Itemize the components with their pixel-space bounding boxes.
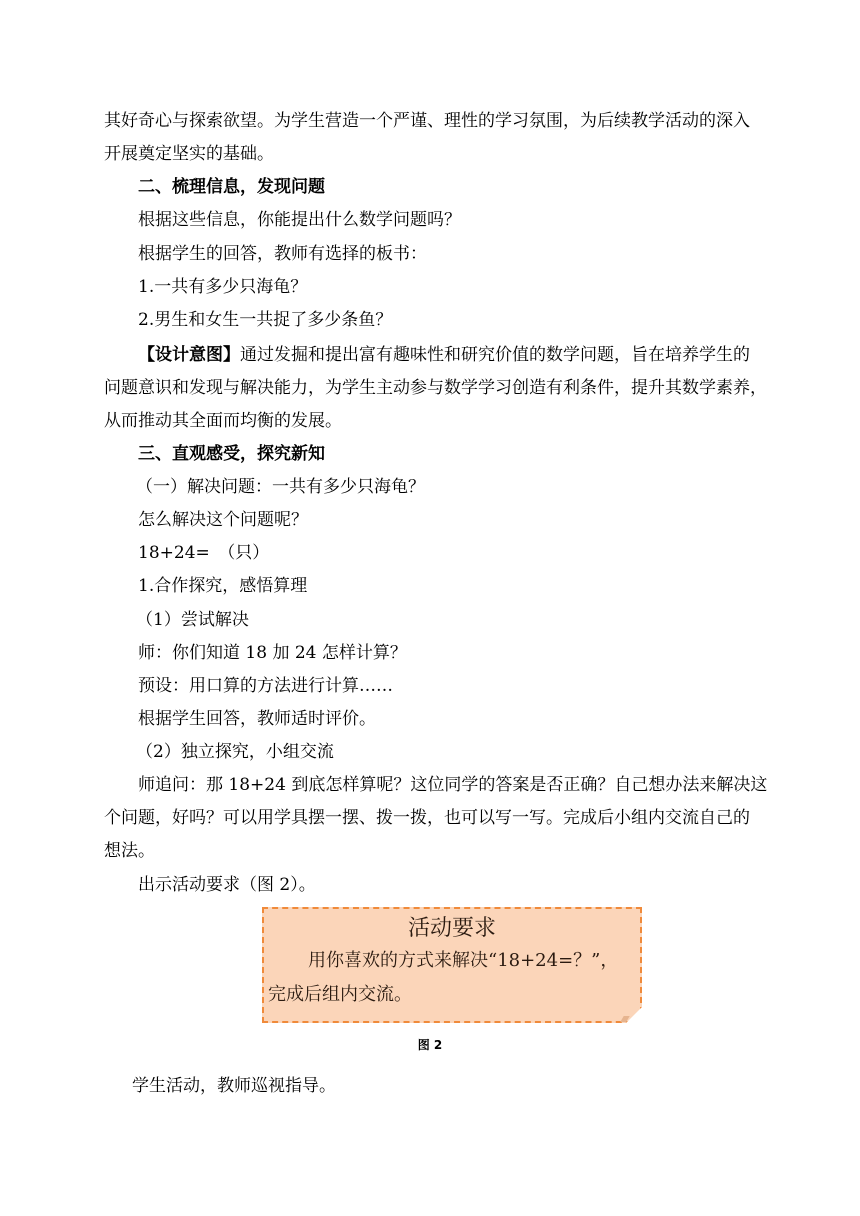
page-curl [626, 1007, 642, 1023]
paragraph-line: （1）尝试解决 [136, 610, 249, 630]
paragraph-line: 师追问：那 18+24 到底怎样算呢？这位同学的答案是否正确？自己想办法来解决这 [138, 775, 768, 795]
paragraph-line: 1.合作探究，感悟算理 [138, 576, 308, 596]
paragraph-line: 根据学生回答，教师适时评价。 [138, 709, 376, 729]
design-intent-text: 通过发掘和提出富有趣味性和研究价值的数学问题，旨在培养学生的 [240, 345, 750, 365]
section-heading: 三、直观感受，探究新知 [138, 444, 325, 464]
paragraph-line: 出示活动要求（图 2）。 [138, 875, 316, 895]
activity-requirement-figure [262, 907, 642, 1023]
paragraph-line: 个问题，好吗？可以用学具摆一摆、拨一拨，也可以写一写。完成后小组内交流自己的 [104, 808, 750, 828]
figure-text-line: 完成后组内交流。 [268, 984, 412, 1005]
paragraph-line: 根据学生的回答，教师有选择的板书： [138, 244, 427, 264]
paragraph-line: 怎么解决这个问题呢？ [138, 510, 308, 530]
list-item: 2.男生和女生一共捉了多少条鱼？ [138, 310, 393, 330]
paragraph-line: 根据这些信息，你能提出什么数学问题吗？ [138, 210, 461, 230]
paragraph-line: 开展奠定坚实的基础。 [104, 144, 274, 164]
list-item: 1.一共有多少只海龟？ [138, 277, 308, 297]
paragraph-line: 学生活动，教师巡视指导。 [132, 1076, 336, 1096]
figure-text-line: 用你喜欢的方式来解决“18+24=？”， [308, 950, 619, 971]
paragraph-line: 问题意识和发现与解决能力，为学生主动参与数学学习创造有利条件，提升其数学素养， [104, 378, 767, 398]
design-intent-paragraph [138, 344, 750, 366]
equation-line: 18+24= （只） [138, 543, 270, 563]
paragraph-line: 想法。 [104, 841, 155, 861]
design-intent-label: 【设计意图】 [138, 345, 240, 365]
section-heading: 二、梳理信息，发现问题 [138, 177, 325, 197]
paragraph-line: 其好奇心与探索欲望。为学生营造一个严谨、理性的学习氛围，为后续教学活动的深入 [104, 111, 750, 131]
figure-title: 活动要求 [407, 916, 496, 941]
figure-caption: 图 2 [417, 1038, 443, 1052]
paragraph-line: 师：你们知道 18 加 24 怎样计算？ [138, 643, 407, 663]
paragraph-line: 从而推动其全面而均衡的发展。 [104, 411, 342, 431]
paragraph-line: 预设：用口算的方法进行计算…… [138, 676, 393, 696]
paragraph-line: （2）独立探究，小组交流 [136, 742, 334, 762]
subsection-heading: （一）解决问题：一共有多少只海龟？ [136, 477, 425, 497]
